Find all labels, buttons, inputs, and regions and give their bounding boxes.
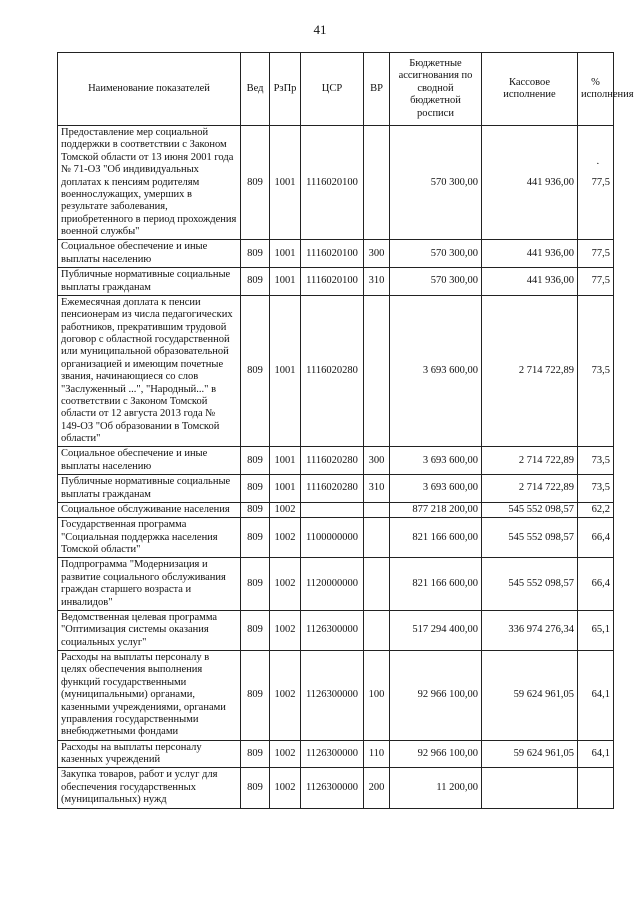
header-name: Наименование показателей: [58, 53, 241, 126]
cell-ved: 809: [241, 268, 270, 296]
cell-percent: 73,5: [578, 447, 614, 475]
cell-name: Закупка товаров, работ и услуг для обеспечения государственных (муниципальных) нужд: [58, 768, 241, 808]
cell-percent: 77,5: [578, 240, 614, 268]
cell-ved: 809: [241, 610, 270, 650]
table-row: [58, 475, 614, 503]
table-row: [58, 768, 614, 808]
cell-vr: 310: [364, 475, 390, 503]
cell-csr: 1116020280: [301, 475, 364, 503]
table-row: [58, 268, 614, 296]
cell-vr: 100: [364, 651, 390, 741]
cell-csr: 1116020100: [301, 268, 364, 296]
cell-csr: [301, 502, 364, 517]
cell-cash: 441 936,00: [482, 126, 578, 240]
cell-name: Ведомственная целевая программа "Оптимизация системы оказания социальных услуг": [58, 610, 241, 650]
table-row: [58, 126, 614, 240]
cell-budget: 3 693 600,00: [390, 447, 482, 475]
cell-percent: 73,5: [578, 475, 614, 503]
cell-budget: 3 693 600,00: [390, 475, 482, 503]
cell-name: Предоставление мер социальной поддержки в соответствии с Законом Томской области от 13 июня 2001 года № 71-ОЗ "Об индивидуальных доплатах к пенсиям родителям военнослужащих, умерших в результате заболевания, приобретенного в период прохождения военной службы": [58, 126, 241, 240]
header-csr: ЦСР: [301, 53, 364, 126]
cell-percent: [578, 768, 614, 808]
cell-percent: 64,1: [578, 651, 614, 741]
header-ved: Вед: [241, 53, 270, 126]
cell-rzpr: 1001: [270, 475, 301, 503]
cell-vr: [364, 610, 390, 650]
cell-name: Подпрограмма "Модернизация и развитие социального обслуживания граждан старшего возраста и инвалидов": [58, 558, 241, 611]
cell-rzpr: 1001: [270, 295, 301, 447]
cell-csr: 1120000000: [301, 558, 364, 611]
cell-vr: 310: [364, 268, 390, 296]
cell-name: Социальное обеспечение и иные выплаты населению: [58, 240, 241, 268]
cell-ved: 809: [241, 558, 270, 611]
cell-rzpr: 1002: [270, 610, 301, 650]
cell-ved: 809: [241, 518, 270, 558]
cell-cash: 2 714 722,89: [482, 475, 578, 503]
cell-ved: 809: [241, 475, 270, 503]
table-row: [58, 447, 614, 475]
header-budget: Бюджетные ассигнования по сводной бюджетной росписи: [390, 53, 482, 126]
cell-rzpr: 1002: [270, 740, 301, 768]
cell-cash: 545 552 098,57: [482, 558, 578, 611]
cell-ved: 809: [241, 295, 270, 447]
cell-rzpr: 1002: [270, 518, 301, 558]
cell-budget: 3 693 600,00: [390, 295, 482, 447]
table-header-row: [58, 53, 614, 126]
cell-name: Публичные нормативные социальные выплаты гражданам: [58, 268, 241, 296]
cell-vr: [364, 502, 390, 517]
cell-rzpr: 1002: [270, 651, 301, 741]
cell-percent: 64,1: [578, 740, 614, 768]
cell-cash: 2 714 722,89: [482, 447, 578, 475]
cell-budget: 570 300,00: [390, 240, 482, 268]
table-row: [58, 558, 614, 611]
cell-cash: 441 936,00: [482, 268, 578, 296]
cell-budget: 92 966 100,00: [390, 740, 482, 768]
cell-percent: 66,4: [578, 558, 614, 611]
header-vr: ВР: [364, 53, 390, 126]
table-row: [58, 651, 614, 741]
table-row: [58, 740, 614, 768]
cell-name: Расходы на выплаты персоналу казенных учреждений: [58, 740, 241, 768]
cell-rzpr: 1001: [270, 240, 301, 268]
table-row: [58, 240, 614, 268]
budget-execution-table: [57, 52, 634, 809]
cell-csr: 1126300000: [301, 610, 364, 650]
header-percent: % исполнения: [578, 53, 614, 126]
cell-csr: 1116020100: [301, 240, 364, 268]
cell-percent: 66,4: [578, 518, 614, 558]
cell-percent: 62,2: [578, 502, 614, 517]
cell-ved: 809: [241, 502, 270, 517]
cell-vr: 300: [364, 240, 390, 268]
scan-mark: ·: [596, 158, 600, 170]
cell-vr: [364, 126, 390, 240]
header-cash: Кассовое исполнение: [482, 53, 578, 126]
cell-cash: 59 624 961,05: [482, 651, 578, 741]
cell-ved: 809: [241, 126, 270, 240]
cell-name: Социальное обеспечение и иные выплаты населению: [58, 447, 241, 475]
cell-cash: 545 552 098,57: [482, 502, 578, 517]
table-row: [58, 518, 614, 558]
cell-budget: 11 200,00: [390, 768, 482, 808]
cell-rzpr: 1002: [270, 558, 301, 611]
cell-vr: 300: [364, 447, 390, 475]
cell-cash: 336 974 276,34: [482, 610, 578, 650]
cell-budget: 877 218 200,00: [390, 502, 482, 517]
cell-csr: 1126300000: [301, 768, 364, 808]
cell-budget: 570 300,00: [390, 126, 482, 240]
cell-ved: 809: [241, 768, 270, 808]
cell-name: Государственная программа "Социальная поддержка населения Томской области": [58, 518, 241, 558]
cell-name: Публичные нормативные социальные выплаты гражданам: [58, 475, 241, 503]
cell-budget: 821 166 600,00: [390, 518, 482, 558]
cell-cash: 441 936,00: [482, 240, 578, 268]
cell-csr: 1100000000: [301, 518, 364, 558]
cell-ved: 809: [241, 447, 270, 475]
table-row: [58, 610, 614, 650]
header-rzpr: РзПр: [270, 53, 301, 126]
cell-percent: 77,5: [578, 126, 614, 240]
cell-rzpr: 1001: [270, 126, 301, 240]
cell-percent: 73,5: [578, 295, 614, 447]
cell-budget: 517 294 400,00: [390, 610, 482, 650]
cell-percent: 77,5: [578, 268, 614, 296]
cell-vr: 200: [364, 768, 390, 808]
cell-vr: 110: [364, 740, 390, 768]
cell-vr: [364, 518, 390, 558]
cell-rzpr: 1002: [270, 768, 301, 808]
cell-cash: 545 552 098,57: [482, 518, 578, 558]
table-row: [58, 502, 614, 517]
table-row: [58, 295, 614, 447]
cell-csr: 1116020280: [301, 447, 364, 475]
cell-csr: 1126300000: [301, 651, 364, 741]
cell-ved: 809: [241, 651, 270, 741]
cell-ved: 809: [241, 740, 270, 768]
cell-vr: [364, 295, 390, 447]
cell-rzpr: 1002: [270, 502, 301, 517]
cell-cash: 2 714 722,89: [482, 295, 578, 447]
cell-budget: 570 300,00: [390, 268, 482, 296]
cell-ved: 809: [241, 240, 270, 268]
cell-csr: 1116020100: [301, 126, 364, 240]
cell-name: Ежемесячная доплата к пенсии пенсионерам из числа педагогических работников, прекратившим трудовой договор с областной государственной или муниципальной образовательной организацией и имеющим почетные звания, начинающиеся со слов "Заслуженный ...", "Народный..." в соответствии с Законом Томской области от 12 августа 2013 года № 149-ОЗ "Об образовании в Томской области": [58, 295, 241, 447]
cell-percent: 65,1: [578, 610, 614, 650]
cell-rzpr: 1001: [270, 268, 301, 296]
page-number: 41: [313, 22, 327, 37]
cell-csr: 1126300000: [301, 740, 364, 768]
cell-vr: [364, 558, 390, 611]
cell-cash: [482, 768, 578, 808]
cell-name: Расходы на выплаты персоналу в целях обеспечения выполнения функций государственными (муниципальными) органами, казенными учреждениями, органами управления государственными внебюджетными фондами: [58, 651, 241, 741]
cell-rzpr: 1001: [270, 447, 301, 475]
cell-name: Социальное обслуживание населения: [58, 502, 241, 517]
cell-csr: 1116020280: [301, 295, 364, 447]
cell-budget: 92 966 100,00: [390, 651, 482, 741]
cell-budget: 821 166 600,00: [390, 558, 482, 611]
cell-cash: 59 624 961,05: [482, 740, 578, 768]
